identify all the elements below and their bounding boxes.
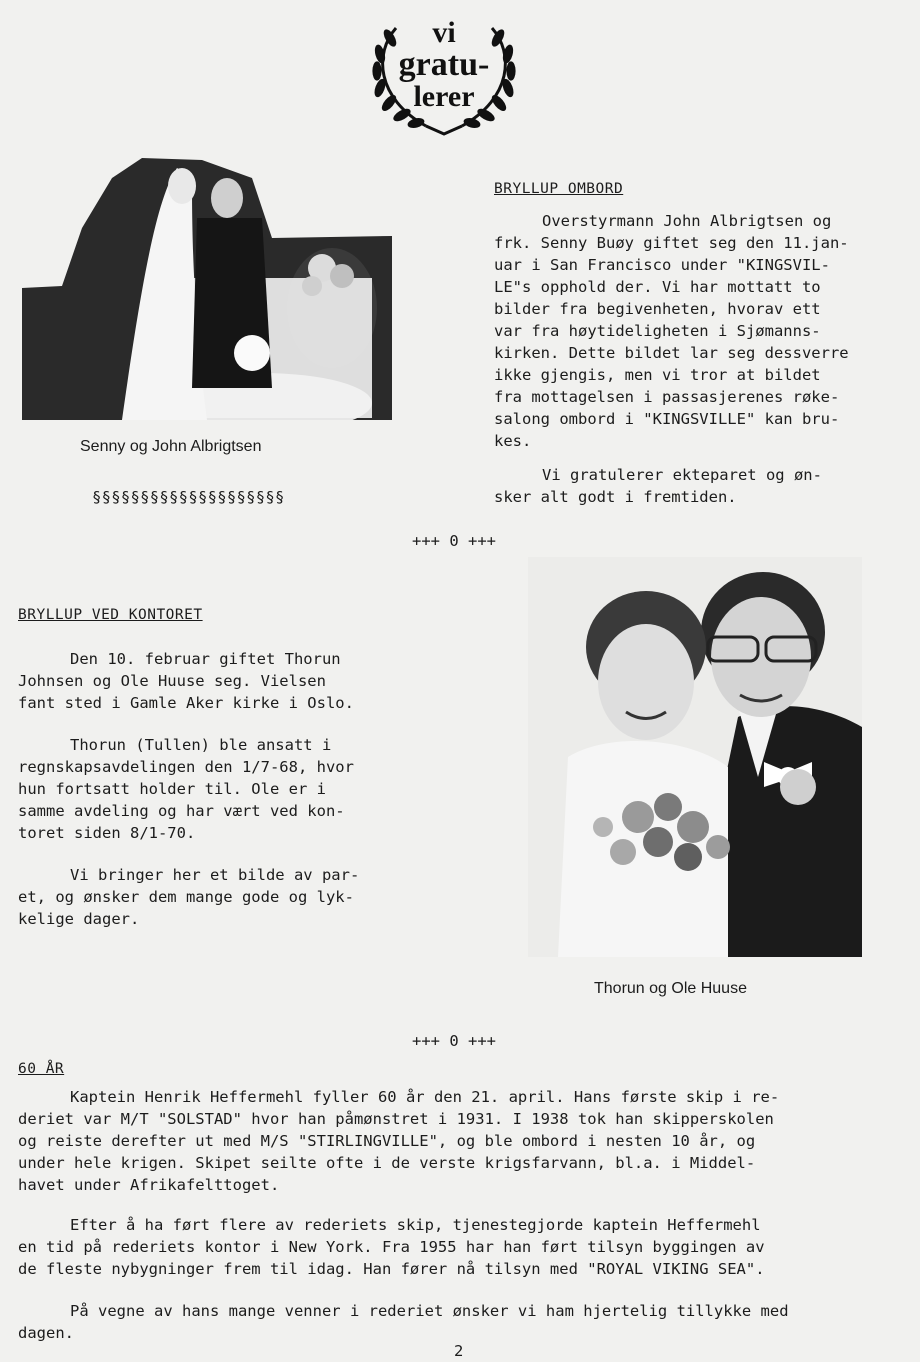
text-line: og reiste derefter ut med M/S "STIRLINGVILLE", og ble ombord i nesten 10 år, og (18, 1132, 756, 1150)
text-line: sker alt godt i fremtiden. (494, 488, 737, 506)
text-line: bilder fra begivenheten, hvorav ett (494, 300, 821, 318)
text-line: Kaptein Henrik Heffermehl fyller 60 år den 21. april. Hans første skip i re- (70, 1088, 780, 1106)
text-line: frk. Senny Buøy giftet seg den 11.jan- (494, 234, 849, 252)
text-line: fra mottagelsen i passasjerenes røke- (494, 388, 840, 406)
text-line: en tid på rederiets kontor i New York. Fra 1955 har han ført tilsyn byggingen av (18, 1238, 765, 1256)
heading-60-ar: 60 ÅR (18, 1061, 65, 1077)
text-line: uar i San Francisco under "KINGSVIL- (494, 256, 830, 274)
text-line: kirken. Dette bildet lar seg dessverre (494, 344, 849, 362)
text-line: de fleste nybygninger frem til idag. Han fører nå tilsyn med "ROYAL VIKING SEA". (18, 1260, 765, 1278)
text-line: salong ombord i "KINGSVILLE" kan bru- (494, 410, 840, 428)
text-line: Vi bringer her et bilde av par- (70, 866, 360, 884)
wedding-office-photo (528, 557, 862, 957)
text-line: Overstyrmann John Albrigtsen og (542, 212, 832, 230)
text-line: Efter å ha ført flere av rederiets skip, tjenestegjorde kaptein Heffermehl (70, 1216, 761, 1234)
text-line: Johnsen og Ole Huuse seg. Vielsen (18, 672, 326, 690)
text-line: et, og ønsker dem mange gode og lyk- (18, 888, 354, 906)
page-number: 2 (454, 1342, 464, 1360)
text-line: kelige dager. (18, 910, 140, 928)
text-line: under hele krigen. Skipet seilte ofte i de verste krigsfarvann, bl.a. i Middel- (18, 1154, 756, 1172)
text-line: hun fortsatt holder til. Ole er i (18, 780, 326, 798)
text-line: fant sted i Gamle Aker kirke i Oslo. (18, 694, 354, 712)
text-line: Thorun (Tullen) ble ansatt i (70, 736, 332, 754)
text-line: ikke gjengis, men vi tror at bildet (494, 366, 821, 384)
photo-caption-huuse: Thorun og Ole Huuse (594, 980, 747, 997)
text-line: På vegne av hans mange venner i rederiet ønsker vi ham hjertelig tillykke med (70, 1302, 789, 1320)
section-marks: §§§§§§§§§§§§§§§§§§§§ (92, 488, 285, 506)
text-line: var fra høytideligheten i Sjømanns- (494, 322, 821, 340)
photo-caption-albrigtsen: Senny og John Albrigtsen (80, 438, 262, 455)
logo-line-1: vi (432, 16, 456, 49)
logo-line-2: gratu- (398, 46, 490, 83)
text-line: kes. (494, 432, 532, 450)
heading-bryllup-kontoret: BRYLLUP VED KONTORET (18, 607, 203, 623)
text-line: dagen. (18, 1324, 74, 1342)
text-line: deriet var M/T "SOLSTAD" hvor han påmønstret i 1931. I 1938 tok han skipperskolen (18, 1110, 774, 1128)
separator: +++ 0 +++ (412, 1032, 496, 1050)
text-line: havet under Afrikafelttoget. (18, 1176, 280, 1194)
text-line: Vi gratulerer ekteparet og øn- (542, 466, 822, 484)
separator: +++ 0 +++ (412, 532, 496, 550)
vi-gratulerer-logo (356, 8, 532, 140)
text-line: LE"s opphold der. Vi har mottatt to (494, 278, 821, 296)
text-line: samme avdeling og har vært ved kon- (18, 802, 345, 820)
heading-bryllup-ombord: BRYLLUP OMBORD (494, 181, 624, 197)
text-line: toret siden 8/1-70. (18, 824, 196, 842)
text-line: Den 10. februar giftet Thorun (70, 650, 341, 668)
logo-line-3: lerer (413, 80, 475, 113)
text-line: regnskapsavdelingen den 1/7-68, hvor (18, 758, 354, 776)
wedding-onboard-photo (22, 158, 392, 420)
